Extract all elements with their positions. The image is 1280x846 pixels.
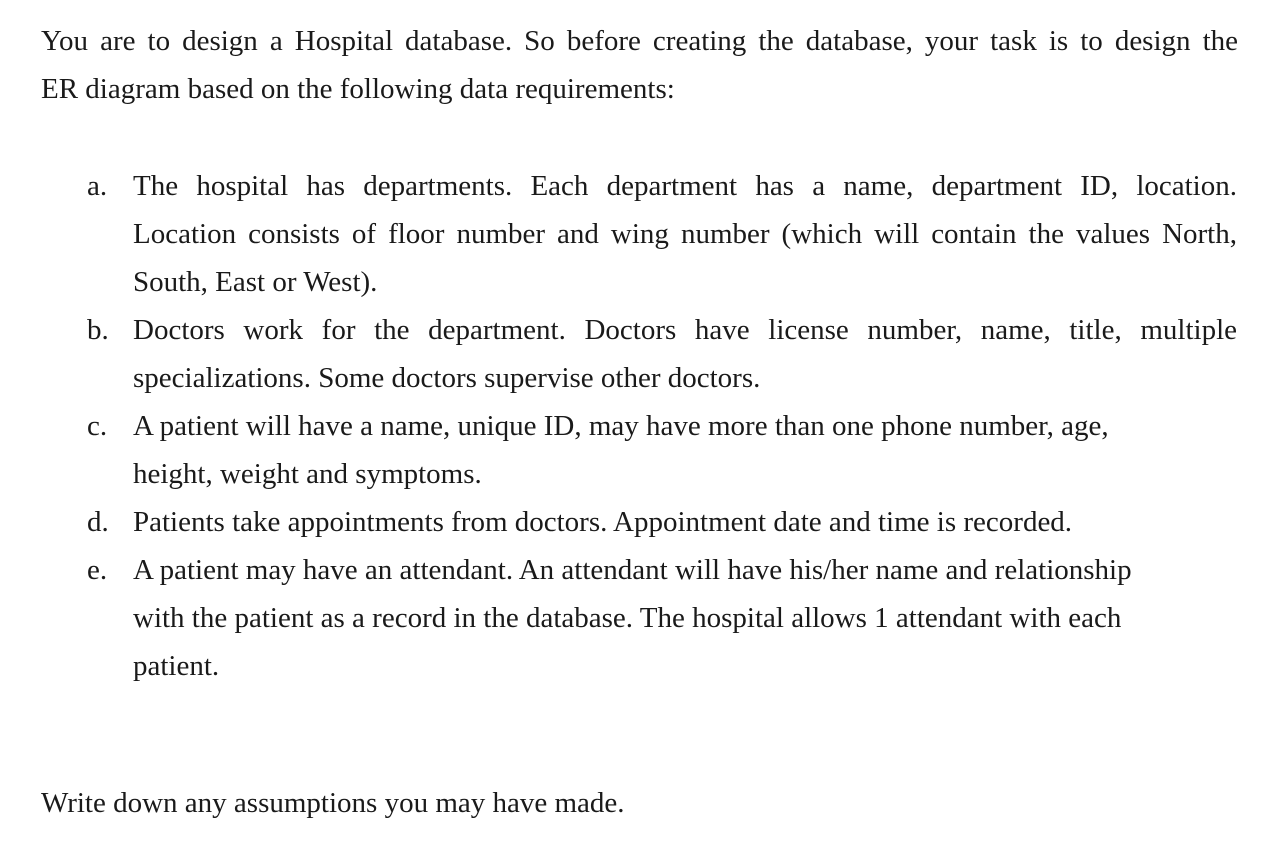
list-marker: b. bbox=[87, 314, 109, 346]
text-line: height, weight and symptoms. bbox=[133, 458, 482, 490]
intro-paragraph bbox=[41, 17, 1238, 113]
intro-line: ER diagram based on the following data requirements: bbox=[41, 73, 675, 105]
requirement-item-c bbox=[0, 402, 1280, 498]
text-line: Patients take appointments from doctors. Appointment date and time is recorded. bbox=[133, 506, 1073, 538]
list-marker: a. bbox=[87, 170, 108, 202]
text-line: South, East or West). bbox=[133, 266, 378, 298]
requirement-text bbox=[133, 498, 1237, 546]
requirement-text bbox=[133, 162, 1237, 306]
requirement-text bbox=[133, 306, 1237, 402]
text-line: Doctors work for the department. Doctors have license number, name, title, multiple bbox=[133, 314, 1237, 346]
requirement-text bbox=[133, 402, 1237, 498]
text-line: A patient may have an attendant. An attendant will have his/her name and relationship bbox=[133, 554, 1132, 586]
intro-line: You are to design a Hospital database. So before creating the database, your task is to design the bbox=[41, 25, 1238, 57]
requirements-list bbox=[0, 162, 1280, 690]
text-line: specializations. Some doctors supervise other doctors. bbox=[133, 362, 761, 394]
text-line: The hospital has departments. Each department has a name, department ID, location. bbox=[133, 170, 1237, 202]
requirement-item-e bbox=[0, 546, 1280, 690]
requirement-item-d bbox=[0, 498, 1280, 546]
list-marker: e. bbox=[87, 554, 108, 586]
text-line: patient. bbox=[133, 650, 220, 682]
list-marker: d. bbox=[87, 506, 109, 538]
requirement-text bbox=[133, 546, 1237, 690]
text-line: with the patient as a record in the database. The hospital allows 1 attendant with each bbox=[133, 602, 1122, 634]
list-marker: c. bbox=[87, 410, 108, 442]
requirement-item-a bbox=[0, 162, 1280, 306]
requirement-item-b bbox=[0, 306, 1280, 402]
text-line: A patient will have a name, unique ID, may have more than one phone number, age, bbox=[133, 410, 1109, 442]
text-line: Location consists of floor number and wing number (which will contain the values North, bbox=[133, 218, 1237, 250]
closing-instruction: Write down any assumptions you may have made. bbox=[41, 787, 625, 819]
